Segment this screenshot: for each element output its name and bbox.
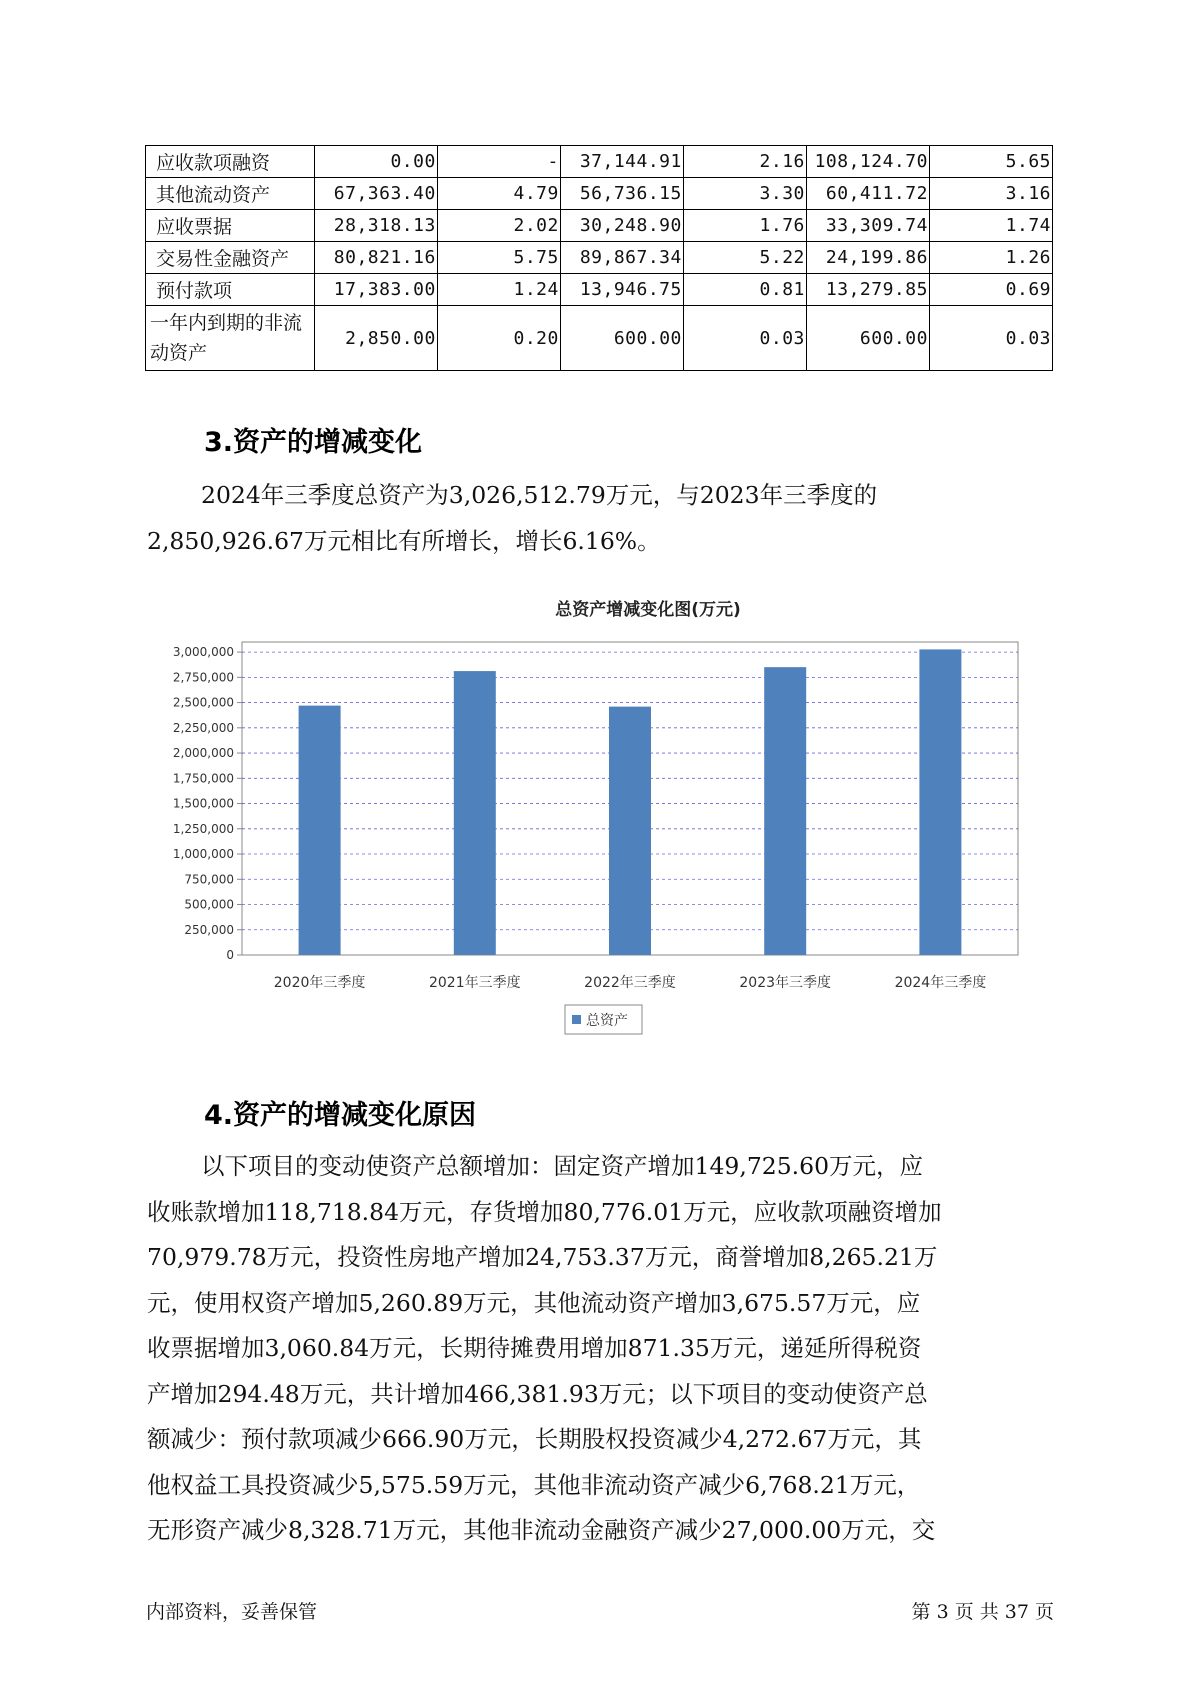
y-tick-label: 3,000,000 [172, 645, 234, 660]
y-axis-ticks [173, 645, 242, 962]
y-tick-label: 1,750,000 [172, 771, 234, 786]
amount-cell: 80,821.16 [314, 242, 437, 274]
chart-title: 总资产增减变化图(万元) [555, 600, 741, 620]
table-row [146, 242, 1053, 274]
percent-cell: 2.16 [683, 146, 806, 178]
table-row [146, 146, 1053, 178]
percent-cell: 5.65 [929, 146, 1052, 178]
table-row [146, 210, 1053, 242]
table-row [146, 306, 1053, 371]
amount-cell: 89,867.34 [560, 242, 683, 274]
y-tick-label: 1,000,000 [172, 847, 234, 862]
row-label: 应收票据 [146, 210, 315, 242]
percent-cell: 1.76 [683, 210, 806, 242]
total-assets-bar-chart [160, 595, 1020, 1050]
amount-cell: 37,144.91 [560, 146, 683, 178]
amount-cell: 17,383.00 [314, 274, 437, 306]
x-tick-label: 2020年三季度 [273, 975, 366, 991]
percent-cell: 1.74 [929, 210, 1052, 242]
table-row [146, 178, 1053, 210]
bar [919, 649, 961, 955]
legend-swatch [572, 1015, 581, 1024]
amount-cell: 30,248.90 [560, 210, 683, 242]
y-tick-label: 0 [226, 948, 234, 962]
percent-cell: 2.02 [437, 210, 560, 242]
amount-cell: 2,850.00 [314, 306, 437, 371]
paragraph-line: 2024年三季度总资产为3,026,512.79万元，与2023年三季度的 [201, 481, 878, 509]
paragraph-line: 无形资产减少8,328.71万元，其他非流动金融资产减少27,000.00万元，交 [147, 1516, 936, 1544]
amount-cell: 67,363.40 [314, 178, 437, 210]
paragraph-line: 收票据增加3,060.84万元，长期待摊费用增加871.35万元，递延所得税资 [147, 1334, 922, 1362]
x-tick-label: 2024年三季度 [894, 975, 987, 991]
bar [454, 671, 496, 955]
row-label: 其他流动资产 [146, 178, 315, 210]
x-tick-label: 2021年三季度 [428, 975, 521, 991]
footer-confidential-note: 内部资料，妥善保管 [146, 1601, 318, 1623]
bar [609, 707, 651, 955]
row-label: 交易性金融资产 [146, 242, 315, 274]
percent-cell: 1.26 [929, 242, 1052, 274]
chart-legend [565, 1005, 642, 1034]
amount-cell: 13,946.75 [560, 274, 683, 306]
percent-cell: 4.79 [437, 178, 560, 210]
row-label: 应收款项融资 [146, 146, 315, 178]
amount-cell: 28,318.13 [314, 210, 437, 242]
y-tick-label: 2,750,000 [172, 670, 234, 685]
percent-cell: 0.69 [929, 274, 1052, 306]
footer-page-number: 第 3 页 共 37 页 [911, 1601, 1054, 1623]
amount-cell: 600.00 [806, 306, 929, 371]
row-label: 一年内到期的非流动资产 [146, 306, 315, 371]
paragraph-line: 产增加294.48万元，共计增加466,381.93万元；以下项目的变动使资产总 [147, 1379, 928, 1408]
paragraph-line: 2,850,926.67万元相比有所增长，增长6.16%。 [147, 526, 661, 555]
amount-cell: 33,309.74 [806, 210, 929, 242]
amount-cell: 56,736.15 [560, 178, 683, 210]
row-label: 预付款项 [146, 274, 315, 306]
percent-cell: 5.75 [437, 242, 560, 274]
y-tick-label: 750,000 [184, 872, 234, 887]
percent-cell: 0.81 [683, 274, 806, 306]
paragraph-line: 以下项目的变动使资产总额增加：固定资产增加149,725.60万元，应 [201, 1152, 924, 1180]
amount-cell: 108,124.70 [806, 146, 929, 178]
paragraph-line: 额减少：预付款项减少666.90万元，长期股权投资减少4,272.67万元，其 [147, 1425, 922, 1453]
section-4-heading: 4.资产的增减变化原因 [204, 1100, 477, 1131]
paragraph-line: 元，使用权资产增加5,260.89万元，其他流动资产增加3,675.57万元，应 [147, 1288, 921, 1317]
paragraph-line: 他权益工具投资减少5,575.59万元，其他非流动资产减少6,768.21万元， [147, 1470, 921, 1499]
y-tick-label: 1,250,000 [172, 821, 234, 836]
x-axis-ticks [274, 974, 986, 991]
percent-cell: 0.03 [683, 306, 806, 371]
section-3-heading: 3.资产的增减变化 [204, 427, 423, 458]
amount-cell: 60,411.72 [806, 178, 929, 210]
y-tick-label: 250,000 [184, 922, 234, 937]
percent-cell: 3.16 [929, 178, 1052, 210]
percent-cell: 0.20 [437, 306, 560, 371]
section-3-paragraph [147, 473, 1053, 564]
amount-cell: 0.00 [314, 146, 437, 178]
y-tick-label: 1,500,000 [172, 796, 234, 811]
amount-cell: 13,279.85 [806, 274, 929, 306]
y-tick-label: 2,500,000 [172, 695, 234, 710]
y-tick-label: 2,250,000 [172, 720, 234, 735]
amount-cell: 24,199.86 [806, 242, 929, 274]
percent-cell: 3.30 [683, 178, 806, 210]
y-tick-label: 500,000 [184, 897, 234, 912]
x-tick-label: 2023年三季度 [739, 975, 832, 991]
percent-cell: 0.03 [929, 306, 1052, 371]
section-4-paragraph [147, 1144, 1053, 1554]
percent-cell: - [437, 146, 560, 178]
y-tick-label: 2,000,000 [172, 746, 234, 761]
bar [764, 667, 806, 955]
x-tick-label: 2022年三季度 [584, 975, 676, 991]
paragraph-line: 收账款增加118,718.84万元，存货增加80,776.01万元，应收款项融资增加 [147, 1197, 942, 1226]
table-row [146, 274, 1053, 306]
percent-cell: 5.22 [683, 242, 806, 274]
legend-label: 总资产 [586, 1013, 628, 1029]
paragraph-line: 70,979.78万元，投资性房地产增加24,753.37万元，商誉增加8,265.21万 [147, 1243, 938, 1271]
asset-table [145, 145, 1053, 371]
amount-cell: 600.00 [560, 306, 683, 371]
percent-cell: 1.24 [437, 274, 560, 306]
bar [299, 706, 341, 955]
